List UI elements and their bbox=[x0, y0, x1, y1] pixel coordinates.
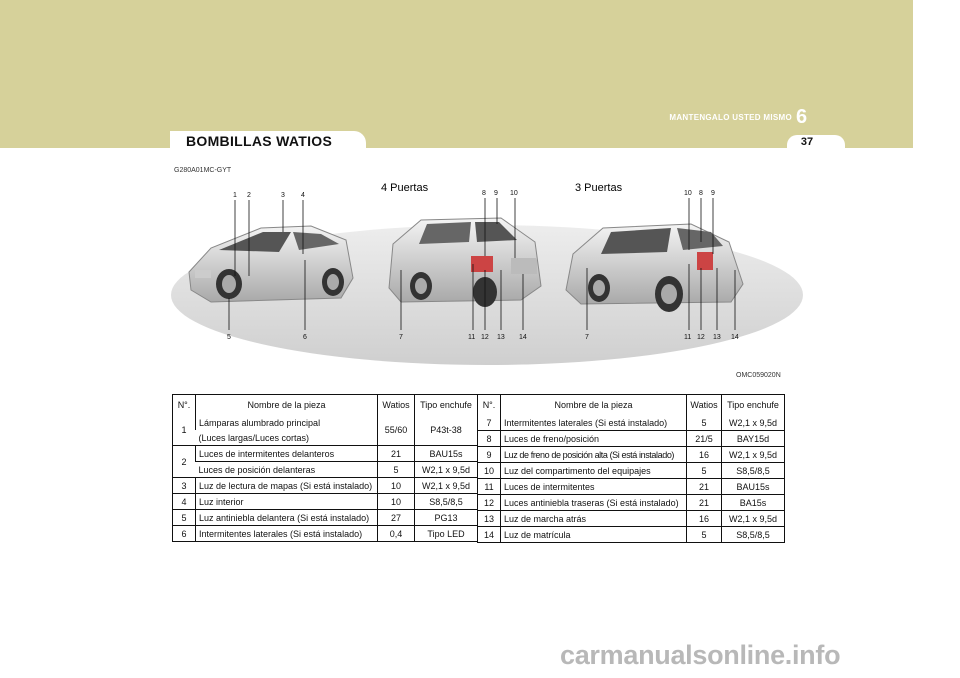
section-title: BOMBILLAS WATIOS bbox=[186, 133, 333, 149]
watermark: carmanualsonline.info bbox=[560, 640, 841, 670]
table-row: 12 Luces antiniebla traseras (Si está instalado) 21 BA15s bbox=[478, 495, 785, 511]
callout-12-4door: 12 bbox=[481, 334, 489, 341]
table-row: 2 Luces de intermitentes delanteros 21 BAU15s bbox=[173, 446, 478, 462]
callout-5: 5 bbox=[227, 334, 231, 341]
callout-7-4door: 7 bbox=[399, 334, 403, 341]
bulb-table-right bbox=[477, 394, 785, 543]
page-number: 37 bbox=[800, 136, 814, 148]
table-row: (Luces largas/Luces cortas) bbox=[198, 432, 310, 443]
callout-14-4door: 14 bbox=[519, 334, 527, 341]
rear-car-3door bbox=[566, 224, 743, 312]
table-row: 8 Luces de freno/posición 21/5 BAY15d bbox=[478, 431, 785, 447]
callout-6: 6 bbox=[303, 334, 307, 341]
col-watts: Watios bbox=[378, 395, 415, 416]
table-row: 9 Luz de freno de posición alta (Si está instalado) 16 W2,1 x 9,5d bbox=[478, 447, 785, 463]
col-watts: Watios bbox=[687, 395, 722, 416]
callout-1: 1 bbox=[233, 192, 237, 199]
chapter-number: 6 bbox=[796, 106, 808, 128]
label-4-puertas: 4 Puertas bbox=[381, 182, 429, 194]
col-type: Tipo enchufe bbox=[722, 395, 785, 416]
table-row: 13 Luz de marcha atrás 16 W2,1 x 9,5d bbox=[478, 511, 785, 527]
callout-4: 4 bbox=[301, 192, 305, 199]
callout-10-3door: 10 bbox=[684, 190, 692, 197]
table-row: 3 Luz de lectura de mapas (Si está instalado) 10 W2,1 x 9,5d bbox=[173, 478, 478, 494]
callout-14-3door: 14 bbox=[731, 334, 739, 341]
table-row: Luces de posición delanteras 5 W2,1 x 9,5d bbox=[173, 462, 478, 478]
table-row: 11 Luces de intermitentes 21 BAU15s bbox=[478, 479, 785, 495]
callout-9-4door: 9 bbox=[494, 190, 498, 197]
table-row: 10 Luz del compartimento del equipajes 5 S8,5/8,5 bbox=[478, 463, 785, 479]
callout-10-4door: 10 bbox=[510, 190, 518, 197]
col-number: N°. bbox=[482, 400, 496, 410]
front-car bbox=[189, 226, 353, 302]
callout-3: 3 bbox=[281, 192, 285, 199]
table-header-row bbox=[173, 395, 478, 416]
section-code: G280A01MC-GYT bbox=[174, 167, 232, 174]
header-band bbox=[0, 0, 913, 148]
callout-2: 2 bbox=[247, 192, 251, 199]
callout-7-3door: 7 bbox=[585, 334, 589, 341]
callout-11-4door: 11 bbox=[468, 334, 476, 341]
col-name: Nombre de la pieza bbox=[196, 395, 378, 416]
table-row: 7 Intermitentes laterales (Si está instalado) 5 W2,1 x 9,5d bbox=[478, 415, 785, 431]
col-type: Tipo enchufe bbox=[415, 395, 478, 416]
chapter-title: MANTENGALO USTED MISMO bbox=[669, 113, 792, 122]
callout-8-4door: 8 bbox=[482, 190, 486, 197]
col-number: N°. bbox=[177, 400, 191, 410]
rear-car-4door bbox=[389, 218, 541, 307]
table-row: 5 Luz antiniebla delantera (Si está instalado) 27 PG13 bbox=[173, 510, 478, 526]
table-header-row bbox=[478, 395, 785, 416]
label-3-puertas: 3 Puertas bbox=[575, 182, 623, 194]
table-row: 1 Lámparas alumbrado principal 55/60 P43t-38 bbox=[173, 415, 478, 430]
bulb-location-figure bbox=[171, 180, 803, 375]
bulb-table-left bbox=[172, 394, 478, 542]
table-row: 14 Luz de matrícula 5 S8,5/8,5 bbox=[478, 527, 785, 543]
callout-12-3door: 12 bbox=[697, 334, 705, 341]
table-row: 4 Luz interior 10 S8,5/8,5 bbox=[173, 494, 478, 510]
col-name: Nombre de la pieza bbox=[501, 395, 687, 416]
callout-8-3door: 8 bbox=[699, 190, 703, 197]
callout-9-3door: 9 bbox=[711, 190, 715, 197]
callout-11-3door: 11 bbox=[684, 334, 692, 341]
callout-13-3door: 13 bbox=[713, 334, 721, 341]
callout-13-4door: 13 bbox=[497, 334, 505, 341]
figure-code: OMC059020N bbox=[736, 372, 781, 379]
table-row: 6 Intermitentes laterales (Si está instalado) 0,4 Tipo LED bbox=[173, 526, 478, 542]
